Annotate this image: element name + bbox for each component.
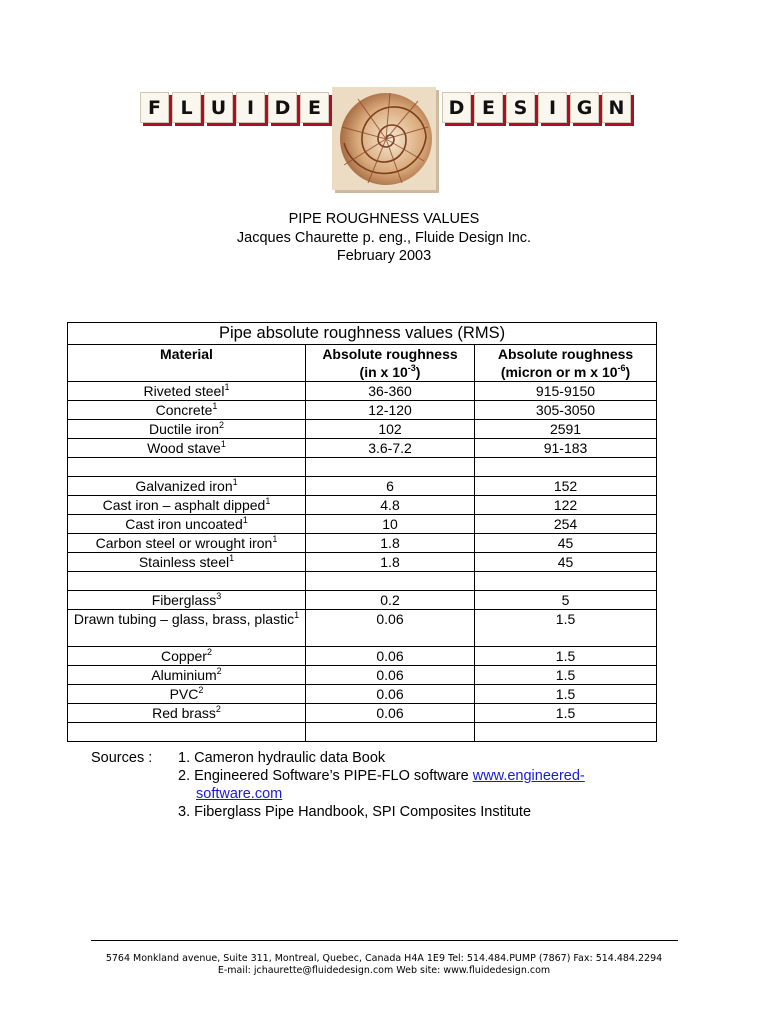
table-row [68, 666, 657, 685]
table-cell-empty [306, 572, 475, 591]
table-row [68, 496, 657, 515]
table-row-blank [68, 458, 657, 477]
table-row [68, 420, 657, 439]
document-author: Jacques Chaurette p. eng., Fluide Design Inc. [236, 230, 532, 246]
roughness-inch-cell: 102 [306, 420, 475, 439]
material-cell: Carbon steel or wrought iron$^1$ [68, 534, 306, 553]
footnote-ref: 1 [265, 496, 271, 506]
footer-divider [91, 940, 678, 941]
roughness-inch-cell: 0.06 [306, 704, 475, 723]
table-row [68, 610, 657, 647]
source-item-3: 3. Fiberglass Pipe Handbook, SPI Composites Institute [178, 804, 532, 820]
column-header-inches: Absolute roughness (in x $10^{-3}$) [306, 345, 475, 382]
logo-letter-tile: D [442, 92, 471, 123]
sources-label: Sources : [91, 750, 153, 766]
roughness-inch-cell: 6 [306, 477, 475, 496]
footnote-ref: 1 [294, 610, 300, 620]
material-cell: Concrete$^1$ [68, 401, 306, 420]
document-date: February 2003 [336, 248, 432, 264]
table-row [68, 553, 657, 572]
roughness-micron-cell: 152 [475, 477, 657, 496]
logo-letter-tile: E [300, 92, 329, 123]
material-cell: Drawn tubing – glass, brass, plastic$^1$ [68, 610, 306, 647]
roughness-inch-cell: 3.6-7.2 [306, 439, 475, 458]
roughness-inch-cell: 4.8 [306, 496, 475, 515]
roughness-micron-cell: 45 [475, 534, 657, 553]
roughness-inch-cell: 1.8 [306, 534, 475, 553]
table-row [68, 439, 657, 458]
table-cell-empty [306, 458, 475, 477]
table-cell-empty [68, 572, 306, 591]
roughness-inch-cell: 36-360 [306, 382, 475, 401]
material-cell: Riveted steel$^1$ [68, 382, 306, 401]
roughness-micron-cell: 122 [475, 496, 657, 515]
material-cell: Cast iron – asphalt dipped$^1$ [68, 496, 306, 515]
material-cell: Fiberglass$^3$ [68, 591, 306, 610]
material-cell: Cast iron uncoated$^1$ [68, 515, 306, 534]
footnote-ref: 1 [232, 477, 238, 487]
nautilus-shell-image [332, 87, 436, 190]
footnote-ref: 1 [229, 553, 235, 563]
table-row [68, 685, 657, 704]
material-cell: Red brass$^2$ [68, 704, 306, 723]
roughness-micron-cell: 254 [475, 515, 657, 534]
column-header-material: Material [68, 345, 306, 382]
roughness-micron-cell: 1.5 [475, 647, 657, 666]
column-header-microns: Absolute roughness (micron or m x $10^{-6}$) [475, 345, 657, 382]
table-cell-empty [68, 458, 306, 477]
material-cell: Copper$^2$ [68, 647, 306, 666]
source-link-continued[interactable]: software.com [196, 786, 283, 802]
source-item-2-continued [196, 785, 282, 803]
table-row [68, 647, 657, 666]
logo-letter-tile: F [140, 92, 169, 123]
source-item-1: 1. Cameron hydraulic data Book [178, 750, 386, 766]
table-row-blank [68, 723, 657, 742]
logo-letter-tile: I [236, 92, 265, 123]
table-cell-empty [475, 572, 657, 591]
roughness-micron-cell: 5 [475, 591, 657, 610]
logo-letter-tile: I [538, 92, 567, 123]
table-caption: Pipe absolute roughness values (RMS) [68, 323, 657, 345]
footnote-ref: 2 [216, 666, 222, 676]
roughness-inch-cell: 0.2 [306, 591, 475, 610]
logo-letter-tile: E [474, 92, 503, 123]
table-cell-empty [475, 723, 657, 742]
roughness-micron-cell: 1.5 [475, 666, 657, 685]
table-row-blank [68, 572, 657, 591]
roughness-micron-cell: 2591 [475, 420, 657, 439]
footnote-ref: 1 [242, 515, 248, 525]
footnote-ref: 3 [216, 591, 222, 601]
logo-letter-tile: N [602, 92, 631, 123]
footnote-ref: 2 [215, 704, 221, 714]
footnote-ref: 2 [198, 685, 204, 695]
footnote-ref: 2 [219, 420, 225, 430]
roughness-micron-cell: 305-3050 [475, 401, 657, 420]
footnote-ref: 1 [224, 382, 230, 392]
logo-letter-tile: D [268, 92, 297, 123]
material-cell: Wood stave$^1$ [68, 439, 306, 458]
roughness-inch-cell: 0.06 [306, 610, 475, 647]
roughness-inch-cell: 10 [306, 515, 475, 534]
footnote-ref: 1 [220, 439, 226, 449]
footnote-ref: 1 [212, 401, 218, 411]
logo-letter-tile: G [570, 92, 599, 123]
table-row [68, 382, 657, 401]
footnote-ref: 1 [272, 534, 278, 544]
logo-letter-tile: U [204, 92, 233, 123]
table-row [68, 591, 657, 610]
material-cell: PVC$^2$ [68, 685, 306, 704]
roughness-inch-cell: 0.06 [306, 647, 475, 666]
material-cell: Stainless steel$^1$ [68, 553, 306, 572]
source-link[interactable]: www.engineered- [472, 768, 585, 784]
fluide-design-logo [0, 0, 768, 200]
roughness-inch-cell: 1.8 [306, 553, 475, 572]
table-cell-empty [475, 458, 657, 477]
roughness-micron-cell: 45 [475, 553, 657, 572]
footnote-ref: 2 [206, 647, 212, 657]
table-cell-empty [306, 723, 475, 742]
footer-contact: E-mail: jchaurette@fluidedesign.com Web site: www.fluidedesign.com [217, 965, 551, 976]
logo-letter-tile: S [506, 92, 535, 123]
roughness-micron-cell: 1.5 [475, 704, 657, 723]
roughness-inch-cell: 0.06 [306, 666, 475, 685]
material-cell: Aluminium$^2$ [68, 666, 306, 685]
material-cell: Galvanized iron$^1$ [68, 477, 306, 496]
table-row [68, 534, 657, 553]
table-row [68, 704, 657, 723]
document-title: PIPE ROUGHNESS VALUES [288, 211, 480, 227]
roughness-micron-cell: 1.5 [475, 610, 657, 647]
table-cell-empty [68, 723, 306, 742]
roughness-inch-cell: 0.06 [306, 685, 475, 704]
roughness-table [67, 322, 657, 742]
source-item-2: 2. Engineered Software’s PIPE-FLO software www.engineered- [178, 768, 585, 784]
table-row [68, 515, 657, 534]
logo-letter-tile: L [172, 92, 201, 123]
roughness-micron-cell: 91-183 [475, 439, 657, 458]
roughness-micron-cell: 915-9150 [475, 382, 657, 401]
material-cell: Ductile iron$^2$ [68, 420, 306, 439]
table-row [68, 401, 657, 420]
footer-address: 5764 Monkland avenue, Suite 311, Montreal, Quebec, Canada H4A 1E9 Tel: 514.484.PUMP (7867) Fax: 514.484.2294 [105, 953, 663, 964]
table-row [68, 477, 657, 496]
roughness-inch-cell: 12-120 [306, 401, 475, 420]
roughness-micron-cell: 1.5 [475, 685, 657, 704]
